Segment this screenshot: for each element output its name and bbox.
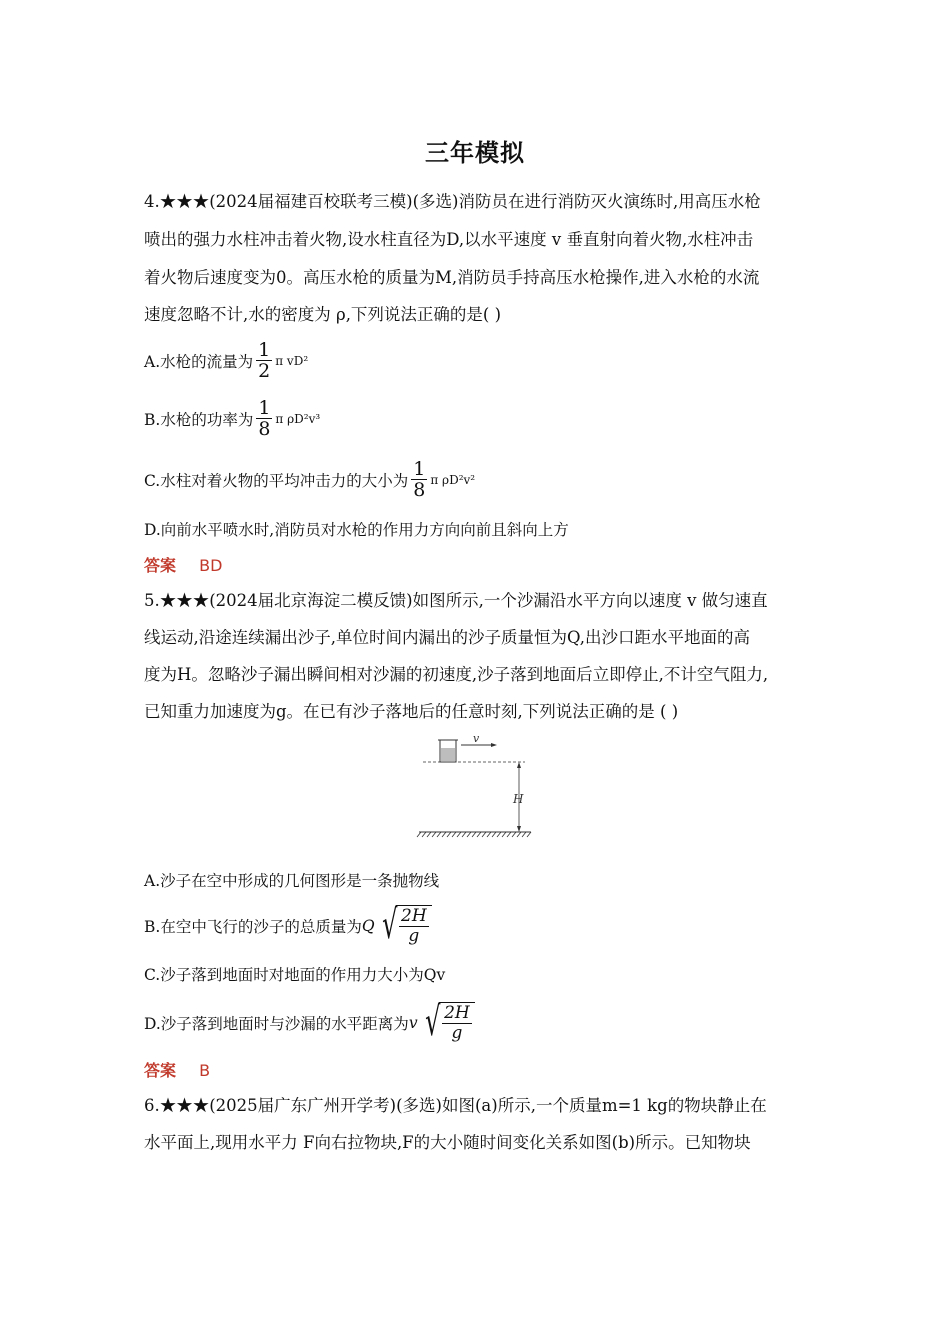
radicand-numerator: 2H	[401, 906, 427, 926]
velocity-label: v	[473, 733, 480, 745]
q4-option-b	[144, 398, 320, 439]
answer-label: 答案	[144, 556, 177, 575]
velocity-arrowhead	[491, 743, 497, 747]
option-formula: π vD²	[275, 353, 309, 368]
height-label: H	[513, 792, 524, 806]
square-root	[377, 902, 432, 948]
q5-option-d	[144, 999, 475, 1045]
q4-line-4: 速度忽略不计,水的密度为 ρ,下列说法正确的是( )	[144, 305, 502, 324]
q4-option-a	[144, 340, 308, 381]
q5-line-1: 5.★★★(2024届北京海淀二模反馈)如图所示,一个沙漏沿水平方向以速度 v 做匀速直	[144, 591, 768, 610]
fraction	[256, 340, 272, 381]
q4-line-3: 着火物后速度变为0。高压水枪的质量为M,消防员手持高压水枪操作,进入水枪的水流	[144, 268, 760, 287]
radicand-denominator: g	[408, 926, 420, 946]
q5-answer	[144, 1058, 210, 1081]
coefficient: Q	[361, 916, 375, 935]
sand-funnel-figure	[415, 733, 535, 843]
height-arrowhead-top	[517, 762, 521, 768]
ground-hatching	[417, 832, 531, 837]
fraction-numerator: 1	[258, 339, 271, 361]
option-text: A.水枪的流量为	[144, 352, 254, 371]
q5-line-2: 线运动,沿途连续漏出沙子,单位时间内漏出的沙子质量恒为Q,出沙口距水平地面的高	[144, 628, 750, 647]
q4-answer	[144, 553, 222, 576]
radicand	[396, 905, 432, 946]
q4-option-c	[144, 459, 475, 500]
coefficient: v	[408, 1013, 418, 1032]
q4-line-1: 4.★★★(2024届福建百校联考三模)(多选)消防员在进行消防灭火演练时,用高压水枪	[144, 192, 761, 211]
option-text: B.水枪的功率为	[144, 410, 254, 429]
answer-value: BD	[199, 556, 223, 575]
radicand-numerator: 2H	[444, 1003, 470, 1023]
fraction-denominator: 2	[258, 360, 271, 382]
q4-line-2: 喷出的强力水柱冲击着火物,设水柱直径为D,以水平速度 v 垂直射向着火物,水柱冲击	[144, 230, 754, 249]
q5-option-c: C.沙子落到地面时对地面的作用力大小为Qv	[144, 966, 446, 984]
q6-line-2: 水平面上,现用水平力 F向右拉物块,F的大小随时间变化关系如图(b)所示。已知物块	[144, 1133, 751, 1152]
fraction-numerator: 1	[258, 397, 271, 419]
fraction	[256, 398, 272, 439]
page-title: 三年模拟	[425, 139, 525, 167]
radicand-denominator: g	[451, 1023, 463, 1043]
option-text: C.水柱对着火物的平均冲击力的大小为	[144, 471, 409, 490]
fraction-numerator: 1	[413, 458, 426, 480]
height-arrowhead-bottom	[517, 826, 521, 832]
q5-line-4: 已知重力加速度为g。在已有沙子落地后的任意时刻,下列说法正确的是 ( )	[144, 702, 679, 721]
option-text: B.在空中飞行的沙子的总质量为	[144, 917, 362, 936]
sand-fill	[441, 748, 455, 761]
option-text: D.沙子落到地面时与沙漏的水平距离为	[144, 1014, 409, 1033]
answer-label: 答案	[144, 1061, 177, 1080]
answer-value: B	[199, 1061, 211, 1080]
option-formula: π ρD²v³	[275, 411, 321, 426]
radical-sign-icon: √	[424, 999, 440, 1045]
option-formula: π ρD²v²	[430, 472, 476, 487]
fraction	[411, 459, 427, 500]
fraction-denominator: 8	[413, 479, 426, 501]
square-root	[420, 999, 475, 1045]
radicand	[439, 1002, 475, 1043]
q5-option-a: A.沙子在空中形成的几何图形是一条抛物线	[144, 872, 440, 890]
q5-line-3: 度为H。忽略沙子漏出瞬间相对沙漏的初速度,沙子落到地面后立即停止,不计空气阻力,	[144, 665, 769, 684]
radical-sign-icon: √	[381, 902, 397, 948]
fraction-denominator: 8	[258, 418, 271, 440]
q6-line-1: 6.★★★(2025届广东广州开学考)(多选)如图(a)所示,一个质量m=1 kg的物块静止在	[144, 1096, 767, 1115]
q5-option-b	[144, 902, 432, 948]
q4-option-d: D.向前水平喷水时,消防员对水枪的作用力方向向前且斜向上方	[144, 521, 569, 539]
